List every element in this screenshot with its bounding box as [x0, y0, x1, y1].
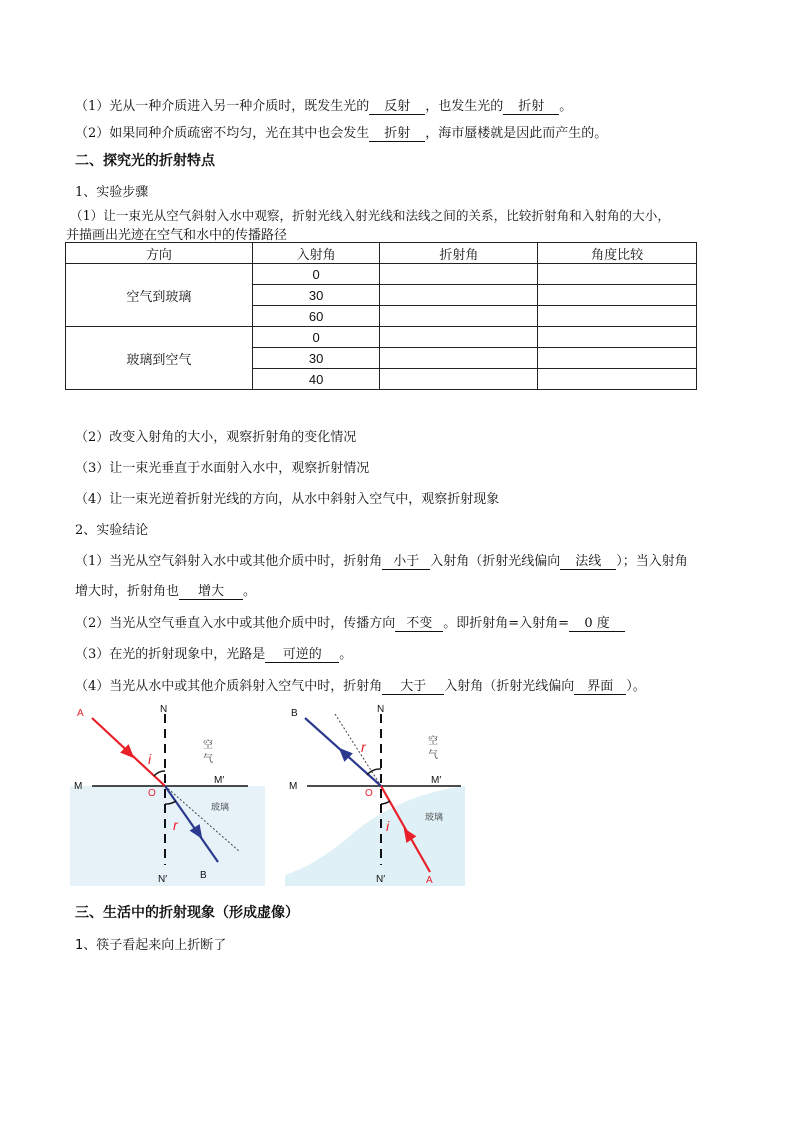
blank-refraction-2: 折射 — [369, 122, 425, 142]
refraction-diagram-air-to-glass — [70, 700, 265, 886]
label-O: O — [148, 788, 156, 799]
angle-cell: 0 — [252, 264, 380, 285]
conclusion-1: （1）当光从空气斜射入水中或其他介质中时，折射角 小于 入射角（折射光线偏向 法线 ）；当入射角 — [75, 550, 688, 570]
label-M-prime: M′ — [214, 775, 225, 786]
label-N: N — [377, 704, 385, 715]
label-glass: 玻璃 — [425, 812, 444, 822]
empty-cell — [538, 348, 697, 369]
empty-cell — [380, 285, 538, 306]
glass-region — [285, 786, 465, 886]
step2: （2）改变入射角的大小，观察折射角的变化情况 — [75, 430, 357, 445]
blank-interface: 界面 — [574, 675, 626, 695]
section3-item-1: 1、筷子看起来向上折断了 — [75, 938, 227, 953]
section2-heading: 二、探究光的折射特点 — [75, 153, 215, 169]
label-N: N — [160, 704, 168, 715]
empty-cell — [538, 327, 697, 348]
blank-unchanged: 不变 — [395, 612, 443, 632]
angle-cell: 0 — [252, 327, 380, 348]
step1-line2: 并描画出光迹在空气和水中的传播路径 — [66, 228, 288, 243]
empty-cell — [538, 369, 697, 390]
table-row — [66, 327, 697, 348]
blank-normal: 法线 — [560, 550, 616, 570]
refracted-arrow — [343, 752, 345, 754]
step4: （4）让一束光逆着折射光线的方向，从水中斜射入空气中，观察折射现象 — [75, 492, 500, 507]
label-i: i — [386, 818, 390, 834]
angle-cell: 60 — [252, 306, 380, 327]
table-header-row — [66, 243, 697, 264]
intro-line-1: （1）光从一种介质进入另一种介质时，既发生光的 反射 ，也发生光的 折射 。 — [75, 95, 572, 115]
empty-cell — [538, 306, 697, 327]
label-air-2: 气 — [428, 750, 438, 761]
group-glass-to-air: 玻璃到空气 — [66, 327, 253, 390]
blank-less-than: 小于 — [382, 550, 430, 570]
blank-reversible: 可逆的 — [265, 643, 339, 663]
label-B: B — [200, 870, 207, 881]
label-O: O — [365, 788, 373, 799]
label-air-1: 空 — [203, 740, 213, 751]
angle-cell: 40 — [252, 369, 380, 390]
label-air-1: 空 — [428, 736, 438, 747]
label-i: i — [148, 751, 152, 767]
step1-line1: （1）让一束光从空气斜射入水中观察，折射光线入射光线和法线之间的关系，比较折射角和入射角的大小， — [70, 208, 670, 223]
empty-cell — [380, 327, 538, 348]
empty-cell — [380, 348, 538, 369]
header-direction: 方向 — [66, 243, 253, 264]
label-N-prime: N′ — [376, 874, 386, 885]
conclusion-4: （4）当光从水中或其他介质斜射入空气中时，折射角 大于 入射角（折射光线偏向 界面 ）。 — [75, 675, 646, 695]
header-incidence: 入射角 — [252, 243, 380, 264]
empty-cell — [380, 264, 538, 285]
table-row — [66, 264, 697, 285]
blank-refraction: 折射 — [503, 95, 559, 115]
group-air-to-glass: 空气到玻璃 — [66, 264, 253, 327]
conclusion-3: （3）在光的折射现象中，光路是 可逆的 。 — [75, 643, 352, 663]
label-M-prime: M′ — [431, 775, 442, 786]
glass-region — [70, 786, 265, 886]
angle-i-arc — [154, 771, 165, 776]
label-r: r — [173, 817, 178, 833]
incident-arrow — [128, 752, 130, 754]
empty-cell — [380, 306, 538, 327]
intro-line-2: （2）如果同种介质疏密不均匀，光在其中也会发生 折射 ，海市蜃楼就是因此而产生的。 — [75, 122, 607, 142]
blank-increase: 增大 — [179, 580, 243, 600]
label-r: r — [361, 739, 366, 755]
label-M: M — [289, 781, 298, 792]
steps-title: 1、实验步骤 — [75, 185, 149, 200]
blank-zero-degrees: 0 度 — [569, 612, 625, 632]
header-refraction: 折射角 — [380, 243, 538, 264]
label-A: A — [426, 875, 433, 886]
angle-i-arc — [381, 801, 390, 804]
blank-greater-than: 大于 — [382, 675, 444, 695]
label-B: B — [291, 708, 298, 719]
experiment-table — [65, 242, 697, 390]
label-A: A — [77, 708, 84, 719]
section3-heading: 三、生活中的折射现象（形成虚像） — [75, 905, 299, 921]
header-compare: 角度比较 — [538, 243, 697, 264]
conclusion-2: （2）当光从空气垂直入水中或其他介质中时，传播方向 不变 。即折射角=入射角= 0 度 — [75, 612, 625, 632]
conclusion-title: 2、实验结论 — [75, 523, 149, 538]
conclusion-1-cont: 增大时，折射角也 增大 。 — [75, 580, 256, 600]
label-air-2: 气 — [203, 754, 213, 765]
step3: （3）让一束光垂直于水面射入水中，观察折射情况 — [75, 461, 370, 476]
angle-cell: 30 — [252, 348, 380, 369]
empty-cell — [538, 285, 697, 306]
label-M: M — [74, 781, 83, 792]
refraction-diagram-glass-to-air — [285, 700, 465, 886]
label-N-prime: N′ — [158, 874, 168, 885]
empty-cell — [380, 369, 538, 390]
blank-reflection: 反射 — [369, 95, 425, 115]
label-glass: 玻璃 — [211, 802, 230, 812]
angle-cell: 30 — [252, 285, 380, 306]
empty-cell — [538, 264, 697, 285]
